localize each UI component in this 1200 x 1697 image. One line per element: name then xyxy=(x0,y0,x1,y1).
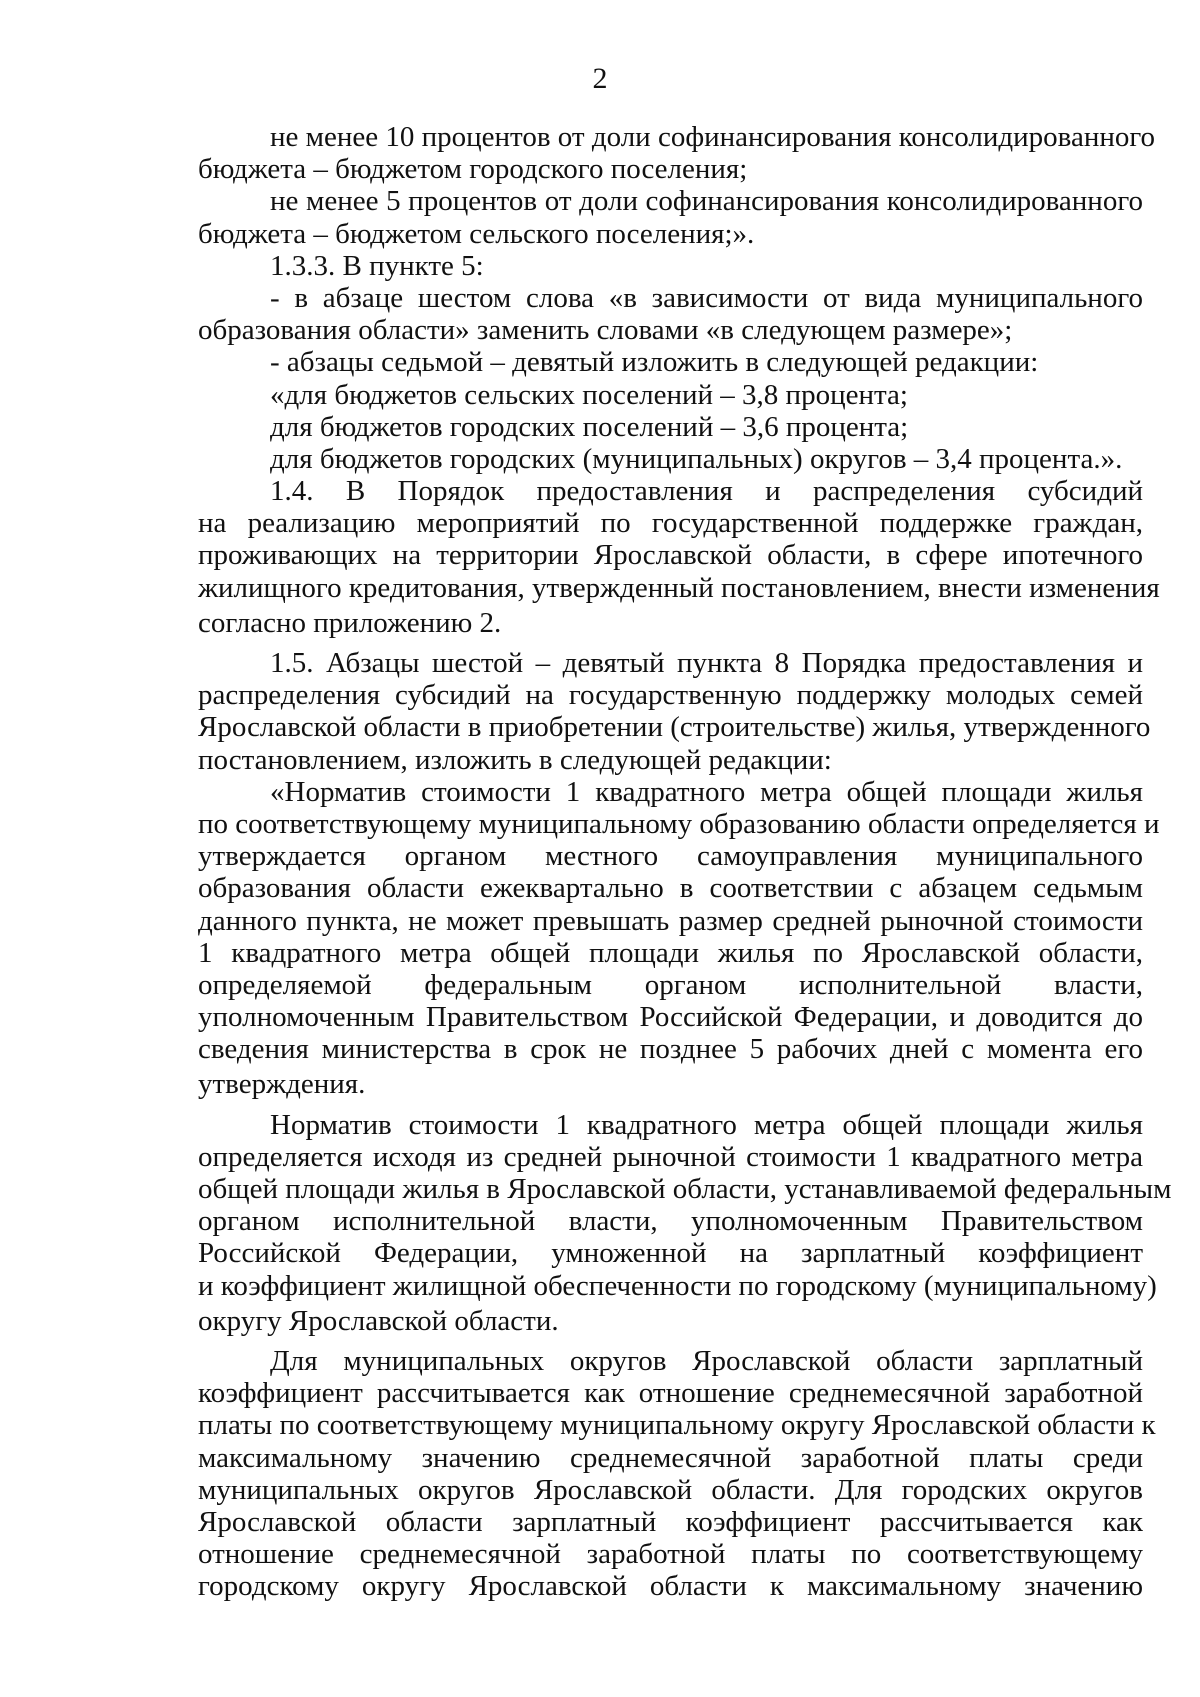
text-line: для бюджетов городских поселений – 3,6 процента; xyxy=(270,410,909,443)
text-line: органом исполнительной власти, уполномоченным Правительством xyxy=(198,1205,1143,1238)
text-line: согласно приложению 2. xyxy=(198,606,502,639)
text-line: постановлением, изложить в следующей редакции: xyxy=(198,743,832,776)
text-line: по соответствующему муниципальному образованию области определяется и xyxy=(198,807,1160,840)
text-line: коэффициент рассчитывается как отношение среднемесячной заработной xyxy=(198,1377,1143,1410)
text-line: утверждается органом местного самоуправления муниципального xyxy=(198,840,1143,873)
page-number: 2 xyxy=(592,62,608,95)
text-line: «для бюджетов сельских поселений – 3,8 процента; xyxy=(270,378,908,411)
document-body xyxy=(198,121,1172,1603)
text-line: Ярославской области в приобретении (строительстве) жилья, утвержденного xyxy=(198,711,1151,744)
text-line: не менее 5 процентов от доли софинансирования консолидированного xyxy=(270,185,1143,218)
text-line: определяется исходя из средней рыночной стоимости 1 квадратного метра xyxy=(198,1140,1143,1173)
text-line: 1.5. Абзацы шестой – девятый пункта 8 Порядка предоставления и xyxy=(270,647,1143,679)
text-line: бюджета – бюджетом сельского поселения;». xyxy=(198,217,755,250)
text-line: жилищного кредитования, утвержденный постановлением, внести изменения xyxy=(198,571,1160,604)
text-line: 1 квадратного метра общей площади жилья по Ярославской области, xyxy=(198,936,1143,969)
text-line: отношение среднемесячной заработной платы по соответствующему xyxy=(198,1538,1143,1571)
text-line: Для муниципальных округов Ярославской области зарплатный xyxy=(270,1344,1143,1377)
text-line: сведения министерства в срок не позднее 5 рабочих дней с момента его xyxy=(198,1033,1143,1066)
text-line: образования области ежеквартально в соответствии с абзацем седьмым xyxy=(198,872,1143,905)
text-line: утверждения. xyxy=(198,1068,366,1101)
text-line: - в абзаце шестом слова «в зависимости от вида муниципального xyxy=(270,281,1143,314)
text-line: Российской Федерации, умноженной на зарплатный коэффициент xyxy=(198,1237,1143,1270)
text-line: городскому округу Ярославской области к максимальному значению xyxy=(198,1570,1143,1603)
text-line: максимальному значению среднемесячной заработной платы среди xyxy=(198,1441,1143,1474)
text-line: платы по соответствующему муниципальному округу Ярославской области к xyxy=(198,1409,1156,1442)
text-line: и коэффициент жилищной обеспеченности по городскому (муниципальному) xyxy=(198,1269,1157,1302)
text-line: «Норматив стоимости 1 квадратного метра общей площади жилья xyxy=(270,775,1143,808)
text-line: образования области» заменить словами «в следующем размере»; xyxy=(198,314,1013,347)
text-line: для бюджетов городских (муниципальных) округов – 3,4 процента.». xyxy=(270,442,1123,475)
text-line: уполномоченным Правительством Российской Федерации, и доводится до xyxy=(198,1001,1143,1034)
text-line: общей площади жилья в Ярославской области, устанавливаемой федеральным xyxy=(198,1173,1172,1205)
text-line: бюджета – бюджетом городского поселения; xyxy=(198,153,748,186)
text-line: определяемой федеральным органом исполнительной власти, xyxy=(198,968,1143,1001)
text-line: округу Ярославской области. xyxy=(198,1304,559,1337)
text-line: не менее 10 процентов от доли софинансирования консолидированного xyxy=(270,121,1156,153)
text-line: 1.4. В Порядок предоставления и распределения субсидий xyxy=(270,475,1143,508)
text-line: данного пункта, не может превышать размер средней рыночной стоимости xyxy=(198,904,1143,937)
text-line: распределения субсидий на государственную поддержку молодых семей xyxy=(198,679,1143,712)
text-line: Норматив стоимости 1 квадратного метра общей площади жилья xyxy=(270,1108,1143,1141)
text-line: муниципальных округов Ярославской области. Для городских округов xyxy=(198,1473,1143,1506)
text-line: Ярославской области зарплатный коэффициент рассчитывается как xyxy=(198,1505,1143,1538)
text-line: 1.3.3. В пункте 5: xyxy=(270,249,484,282)
text-line: проживающих на территории Ярославской области, в сфере ипотечного xyxy=(198,539,1143,572)
text-line: на реализацию мероприятий по государственной поддержке граждан, xyxy=(198,507,1143,540)
text-line: - абзацы седьмой – девятый изложить в следующей редакции: xyxy=(270,346,1039,379)
